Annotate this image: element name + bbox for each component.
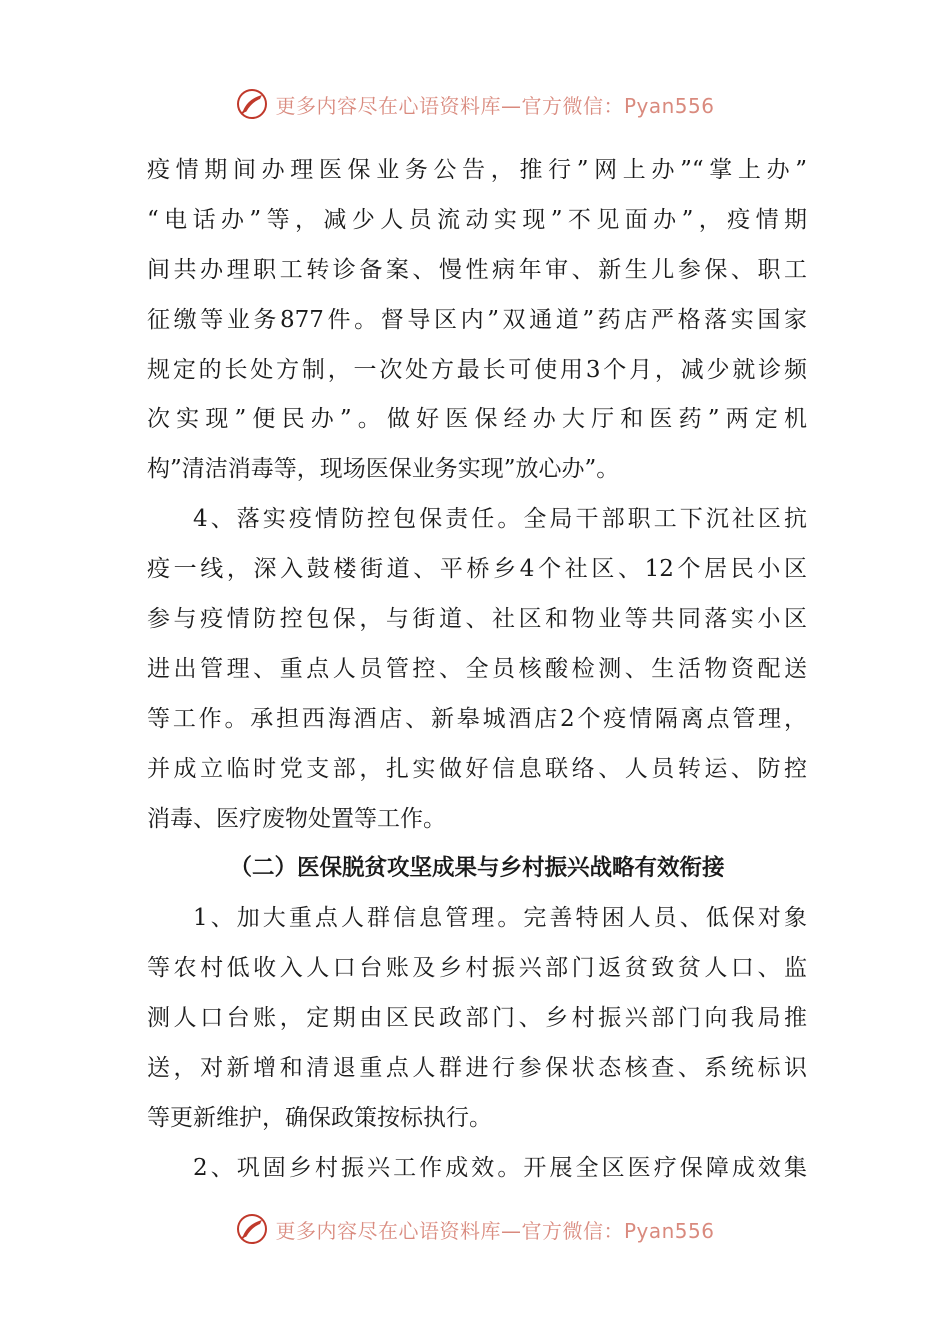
paragraph-start: 1、加大重点人群信息管理。完善特困人员、低保对象 bbox=[193, 905, 807, 932]
text-line: 送，对新增和清退重点人群进行参保状态核查、系统标识 bbox=[147, 1055, 807, 1082]
text-line: 征缴等业务877件。督导区内”双通道”药店严格落实国家 bbox=[147, 306, 807, 333]
text-line: 等更新维护，确保政策按标执行。 bbox=[147, 1104, 492, 1131]
text-line: 并成立临时党支部，扎实做好信息联络、人员转运、防控 bbox=[147, 755, 807, 782]
pen-logo-icon bbox=[235, 87, 269, 121]
text-line: 次实现”便民办”。做好医保经办大厅和医药”两定机 bbox=[147, 406, 807, 433]
text-line: “电话办”等，减少人员流动实现”不见面办”，疫情期 bbox=[147, 206, 807, 233]
text-line: 构”清洁消毒等，现场医保业务实现”放心办”。 bbox=[147, 456, 620, 483]
text-line: 等农村低收入人口台账及乡村振兴部门返贫致贫人口、监 bbox=[147, 955, 807, 982]
text-line: 参与疫情防控包保，与街道、社区和物业等共同落实小区 bbox=[147, 606, 807, 633]
document-body bbox=[147, 146, 807, 1194]
watermark-bottom bbox=[0, 1207, 950, 1251]
paragraph-start: 4、落实疫情防控包保责任。全局干部职工下沉社区抗 bbox=[193, 506, 807, 533]
section-heading: （二）医保脱贫攻坚成果与乡村振兴战略有效衔接 bbox=[229, 855, 725, 882]
text-line: 间共办理职工转诊备案、慢性病年审、新生儿参保、职工 bbox=[147, 256, 807, 283]
text-line: 消毒、医疗废物处置等工作。 bbox=[147, 805, 446, 832]
watermark-text: 更多内容尽在心语资料库—官方微信：Pyan556 bbox=[275, 93, 715, 118]
text-line: 规定的长处方制，一次处方最长可使用3个月，减少就诊频 bbox=[147, 356, 807, 383]
text-line: 疫情期间办理医保业务公告，推行”网上办”“掌上办” bbox=[147, 157, 807, 183]
text-line: 进出管理、重点人员管控、全员核酸检测、生活物资配送 bbox=[147, 655, 807, 682]
text-line: 疫一线，深入鼓楼街道、平桥乡4个社区、12个居民小区 bbox=[147, 556, 807, 583]
text-line: 等工作。承担西海酒店、新皋城酒店2个疫情隔离点管理， bbox=[147, 705, 807, 732]
paragraph-start: 2、巩固乡村振兴工作成效。开展全区医疗保障成效集 bbox=[193, 1154, 807, 1181]
text-line: 测人口台账，定期由区民政部门、乡村振兴部门向我局推 bbox=[147, 1005, 807, 1032]
watermark-top bbox=[0, 82, 950, 126]
pen-logo-icon bbox=[235, 1212, 269, 1246]
watermark-text: 更多内容尽在心语资料库—官方微信：Pyan556 bbox=[275, 1218, 715, 1243]
